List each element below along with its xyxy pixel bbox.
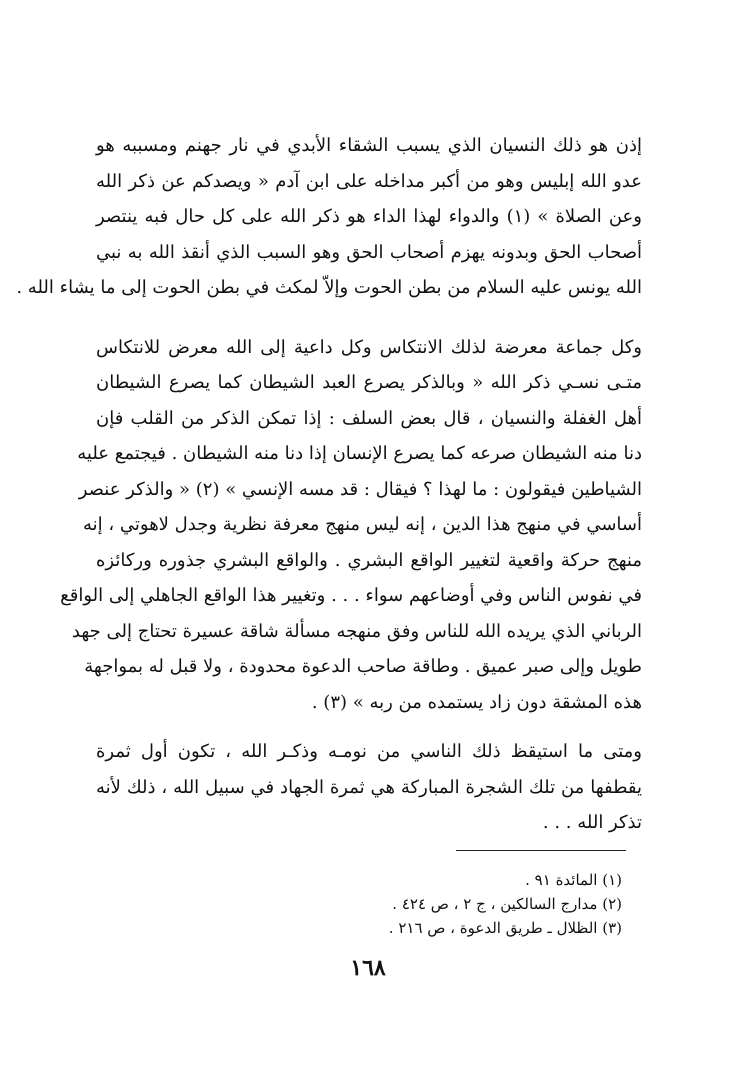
text-line: أهل الغفلة والنسيان ، قال بعض السلف : إذا تمكن الذكر من القلب فإن <box>96 407 642 429</box>
text-line: الرباني الذي يريده الله للناس وفق منهجه مسألة شاقة عسيرة تحتاج إلى جهد <box>71 620 642 642</box>
text-line: عدو الله إبليس وهو من أكبر مداخله على ابن آدم « ويصدكم عن ذكر الله <box>96 170 642 192</box>
text-line: منهج حركة واقعية لتغيير الواقع البشري . والواقع البشري جذوره وركائزه <box>96 549 642 571</box>
page-body <box>16 128 642 841</box>
text-line: وعن الصلاة » (١) والدواء لهذا الداء هو ذكر الله على كل حال فبه ينتصر <box>96 206 642 227</box>
footnote: (٣) الظلال ـ طريق الدعوة ، ص ٢١٦ . <box>388 919 622 937</box>
paragraph-2 <box>60 330 642 721</box>
footnote: (١) المائدة ٩١ . <box>525 871 622 889</box>
text-line: أصحاب الحق وبدونه يهزم أصحاب الحق وهو السبب الذي أنقذ الله به نبي <box>96 241 642 263</box>
text-line: يقطفها من تلك الشجرة المباركة هي ثمرة الجهاد في سبيل الله ، ذلك لأنه <box>96 776 642 798</box>
footnote-divider <box>456 850 626 851</box>
text-line: أساسي في منهج هذا الدين ، إنه ليس منهج معرفة نظرية وجدل لاهوتي ، إنه <box>82 514 642 535</box>
text-line: وكل جماعة معرضة لذلك الانتكاس وكل داعية إلى الله معرض للانتكاس <box>96 336 642 358</box>
text-line: طويل وإلى صبر عميق . وطاقة صاحب الدعوة محدودة ، ولا قبل له بمواجهة <box>84 656 642 677</box>
text-line: تذكر الله . . . <box>542 812 642 833</box>
page-number: ١٦٨ <box>350 955 386 981</box>
text-line: الله يونس عليه السلام من بطن الحوت وإلاّ لمكث في بطن الحوت إلى ما يشاء الله . <box>16 277 642 298</box>
text-line: ومتى ما استيقظ ذلك الناسي من نومـه وذكـر الله ، تكون أول ثمرة <box>96 741 642 762</box>
text-line: في نفوس الناس وفي أوضاعهم سواء . . . وتغيير هذا الواقع الجاهلي إلى الواقع <box>60 585 642 606</box>
text-line: إذن هو ذلك النسيان الذي يسبب الشقاء الأبدي في نار جهنم ومسببه هو <box>96 135 642 156</box>
paragraph-1 <box>16 128 642 306</box>
footnotes <box>290 868 622 940</box>
footnote: (٢) مدارج السالكين ، ج ٢ ، ص ٤٢٤ . <box>392 895 622 913</box>
text-line: دنا منه الشيطان صرعه كما يصرع الإنسان إذا دنا منه الشيطان . فيجتمع عليه <box>77 443 642 464</box>
paragraph-3 <box>96 734 642 841</box>
text-line: الشياطين فيقولون : ما لهذا ؟ فيقال : قد مسه الإنسي » (٢) « والذكر عنصر <box>78 478 642 500</box>
text-line: متـى نسـي ذكر الله « وبالذكر يصرع العبد الشيطان كما يصرع الشيطان <box>96 372 642 393</box>
text-line: هذه المشقة دون زاد يستمده من ربه » (٣) . <box>311 691 642 713</box>
